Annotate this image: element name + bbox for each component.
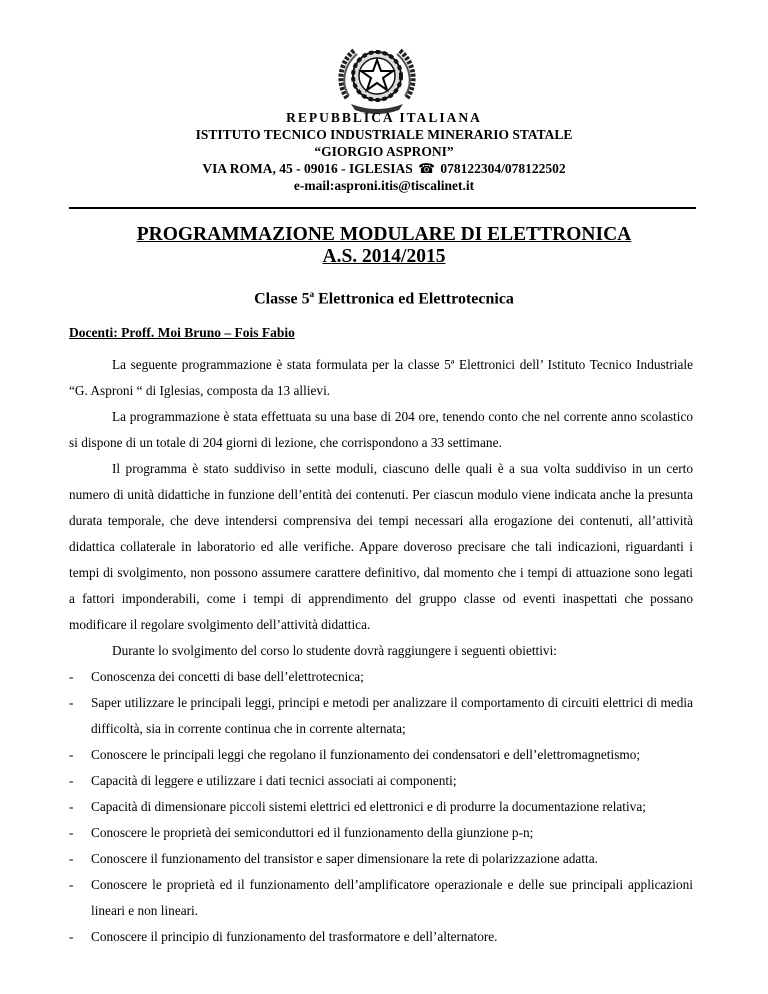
paragraph: Durante lo svolgimento del corso lo studente dovrà raggiungere i seguenti obiettivi:: [112, 643, 557, 658]
list-item-text: Capacità di leggere e utilizzare i dati tecnici associati ai componenti;: [91, 773, 457, 788]
list-bullet: -: [69, 695, 74, 710]
list-item-text: Conoscere il funzionamento del transistor e saper dimensionare la rete di polarizzazione adatta.: [91, 851, 598, 866]
objectives-list: [69, 664, 693, 950]
list-item: [69, 690, 693, 742]
paragraph: La seguente programmazione è stata formulata per la classe 5ª Elettronici dell’ Istituto Tecnico Industriale “G. Asproni “ di Iglesias, composta da 13 allievi.: [69, 357, 693, 398]
header-address: VIA ROMA, 45 - 09016 - IGLESIAS: [202, 161, 413, 176]
list-bullet: -: [69, 825, 74, 840]
header-school-name: “GIORGIO ASPRONI”: [314, 144, 454, 159]
header-country: REPUBBLICA ITALIANA: [286, 110, 482, 125]
telephone-icon: ☎: [418, 161, 435, 176]
list-item: [69, 820, 693, 846]
list-bullet: -: [69, 851, 74, 866]
list-item: [69, 768, 693, 794]
class-heading-prefix: Classe 5: [254, 290, 310, 308]
list-item: [69, 664, 693, 690]
class-heading-superscript: a: [309, 289, 315, 299]
list-item-text: Saper utilizzare le principali leggi, principi e metodi per analizzare il comportamento di circuiti elettrici di media difficoltà, sia in corrente continua che in corrente alternata;: [91, 695, 693, 736]
list-item-text: Capacità di dimensionare piccoli sistemi elettrici ed elettronici e di produrre la documentazione relativa;: [91, 799, 646, 814]
list-bullet: -: [69, 669, 74, 684]
header-email: e-mail:asproni.itis@tiscalinet.it: [293, 178, 475, 193]
list-item-text: Conoscere le principali leggi che regolano il funzionamento dei condensatori e dell’elettromagnetismo;: [91, 747, 641, 762]
class-heading: [0, 289, 768, 308]
list-item-text: Conoscere il principio di funzionamento del trasformatore e dell’alternatore.: [91, 929, 498, 944]
paragraph: La programmazione è stata effettuata su una base di 204 ore, tenendo conto che nel corrente anno scolastico si dispone di un totale di 204 giorni di lezione, che corrispondono a 33 settimane.: [69, 409, 693, 450]
list-item: [69, 742, 693, 768]
document-school-year: A.S. 2014/2015: [322, 246, 446, 267]
list-item-text: Conoscenza dei concetti di base dell’elettrotecnica;: [91, 669, 364, 684]
italian-republic-emblem-icon: [333, 40, 421, 116]
header-phones: 078122304/078122502: [440, 161, 566, 176]
header-institute: ISTITUTO TECNICO INDUSTRIALE MINERARIO STATALE: [195, 127, 573, 142]
list-bullet: -: [69, 799, 74, 814]
list-item: [69, 872, 693, 924]
header-address-line: [0, 160, 768, 177]
list-item-text: Conoscere le proprietà dei semiconduttori ed il funzionamento della giunzione p-n;: [91, 825, 534, 840]
document-body: [69, 352, 693, 950]
list-bullet: -: [69, 773, 74, 788]
class-heading-suffix: Elettronica ed Elettrotecnica: [314, 290, 514, 308]
list-bullet: -: [69, 747, 74, 762]
list-bullet: -: [69, 929, 74, 944]
paragraph: Il programma è stato suddiviso in sette moduli, ciascuno delle quali è a sua volta suddiviso in un certo numero di unità didattiche in funzione dell’entità dei contenuti. Per ciascun modulo viene indicata anche la presunta durata temporale, che deve intendersi comprensiva dei tempi necessari alla erogazione dei contenuti, all’attività didattica collaterale in laboratorio ed alle verifiche. Appare doveroso precisare che tali indicazioni, riguardanti i tempi di svolgimento, non possono assumere carattere definitivo, dal momento che i tempi di attuazione sono legati a fattori imponderabili, come i tempi di apprendimento del gruppo classe od eventi inaspettati che possano modificare il regolare svolgimento dell’attività didattica.: [69, 461, 693, 632]
teachers-line: Docenti: Proff. Moi Bruno – Fois Fabio: [69, 325, 295, 340]
header-divider: [69, 207, 696, 209]
list-item: [69, 846, 693, 872]
list-bullet: -: [69, 877, 74, 892]
list-item: [69, 794, 693, 820]
list-item: [69, 924, 693, 950]
list-item-text: Conoscere le proprietà ed il funzionamento dell’amplificatore operazionale e delle sue principali applicazioni lineari e non lineari.: [91, 877, 693, 918]
document-title: PROGRAMMAZIONE MODULARE DI ELETTRONICA: [136, 224, 632, 245]
